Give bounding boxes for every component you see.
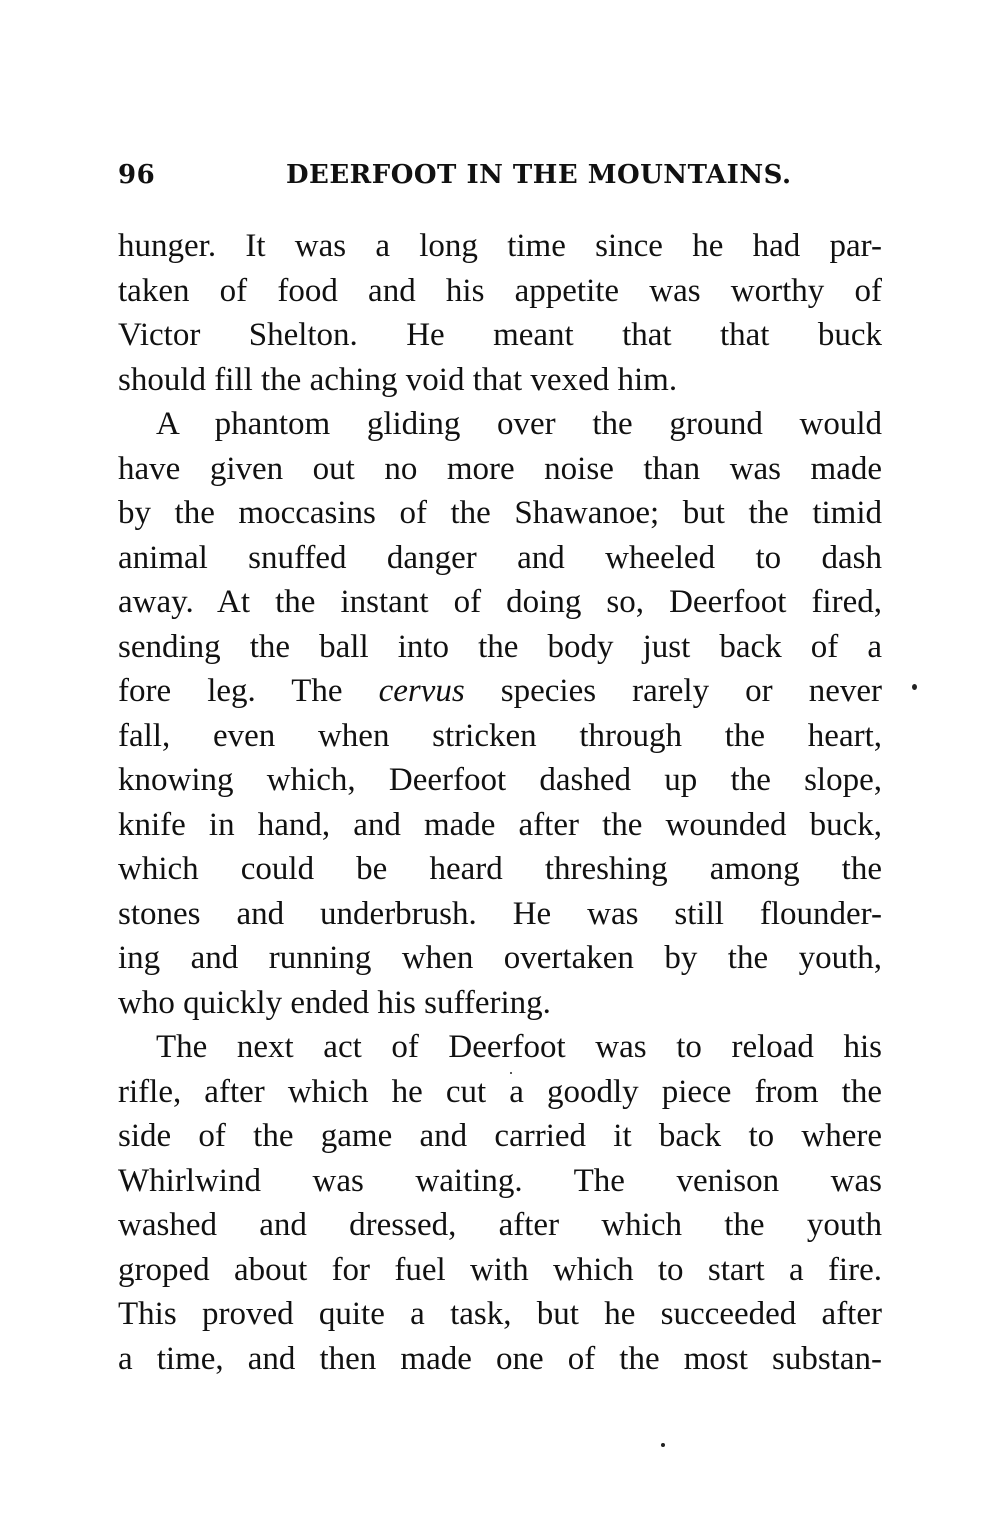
paragraph-start-line: A phantom gliding over the ground would [156,406,882,442]
running-title: DEERFOOT IN THE MOUNTAINS. [286,160,792,190]
text-line: taken of food and his appetite was worthy of [118,272,882,309]
text-line-with-italic [118,669,882,714]
text-segment: fore leg. The [118,673,379,709]
text-line: knowing which, Deerfoot dashed up the slope, [118,762,882,798]
text-line: rifle, after which he cut a goodly piece from the [118,1073,882,1110]
print-speck [912,684,917,690]
text-segment: species rarely or never [464,673,882,709]
text-line: ing and running when overtaken by the youth, [118,940,882,976]
text-line: have given out no more noise than was made [118,450,882,487]
text-line: Whirlwind was waiting. The venison was [118,1162,882,1199]
paragraph-start-line: The next act of Deerfoot was to reload his [156,1029,882,1065]
running-head [118,160,882,200]
text-line: hunger. It was a long time since he had par- [118,228,882,264]
text-line: groped about for fuel with which to start a fire. [118,1251,882,1288]
text-line: sending the ball into the body just back of a [118,628,882,665]
print-speck [510,1072,512,1074]
text-line: by the moccasins of the Shawanoe; but the timid [118,495,882,531]
text-line: a time, and then made one of the most substan- [118,1340,882,1377]
text-line: should fill the aching void that vexed him. [118,361,678,398]
text-line: This proved quite a task, but he succeeded after [118,1296,882,1332]
text-line: away. At the instant of doing so, Deerfoot fired, [118,584,882,620]
italic-term: cervus [378,673,465,709]
print-speck [661,1443,665,1447]
text-line: fall, even when stricken through the heart, [118,717,882,754]
text-line: who quickly ended his suffering. [118,984,551,1021]
text-line: stones and underbrush. He was still flounder- [118,895,882,932]
page-number: 96 [118,160,156,190]
text-line: side of the game and carried it back to where [118,1118,882,1154]
text-line: washed and dressed, after which the youth [118,1207,882,1243]
text-line: animal snuffed danger and wheeled to dash [118,539,882,576]
body-text [118,224,882,1381]
text-line: knife in hand, and made after the wounded buck, [118,806,882,843]
text-line: Victor Shelton. He meant that that buck [118,317,882,353]
text-line: which could be heard threshing among the [118,851,882,887]
